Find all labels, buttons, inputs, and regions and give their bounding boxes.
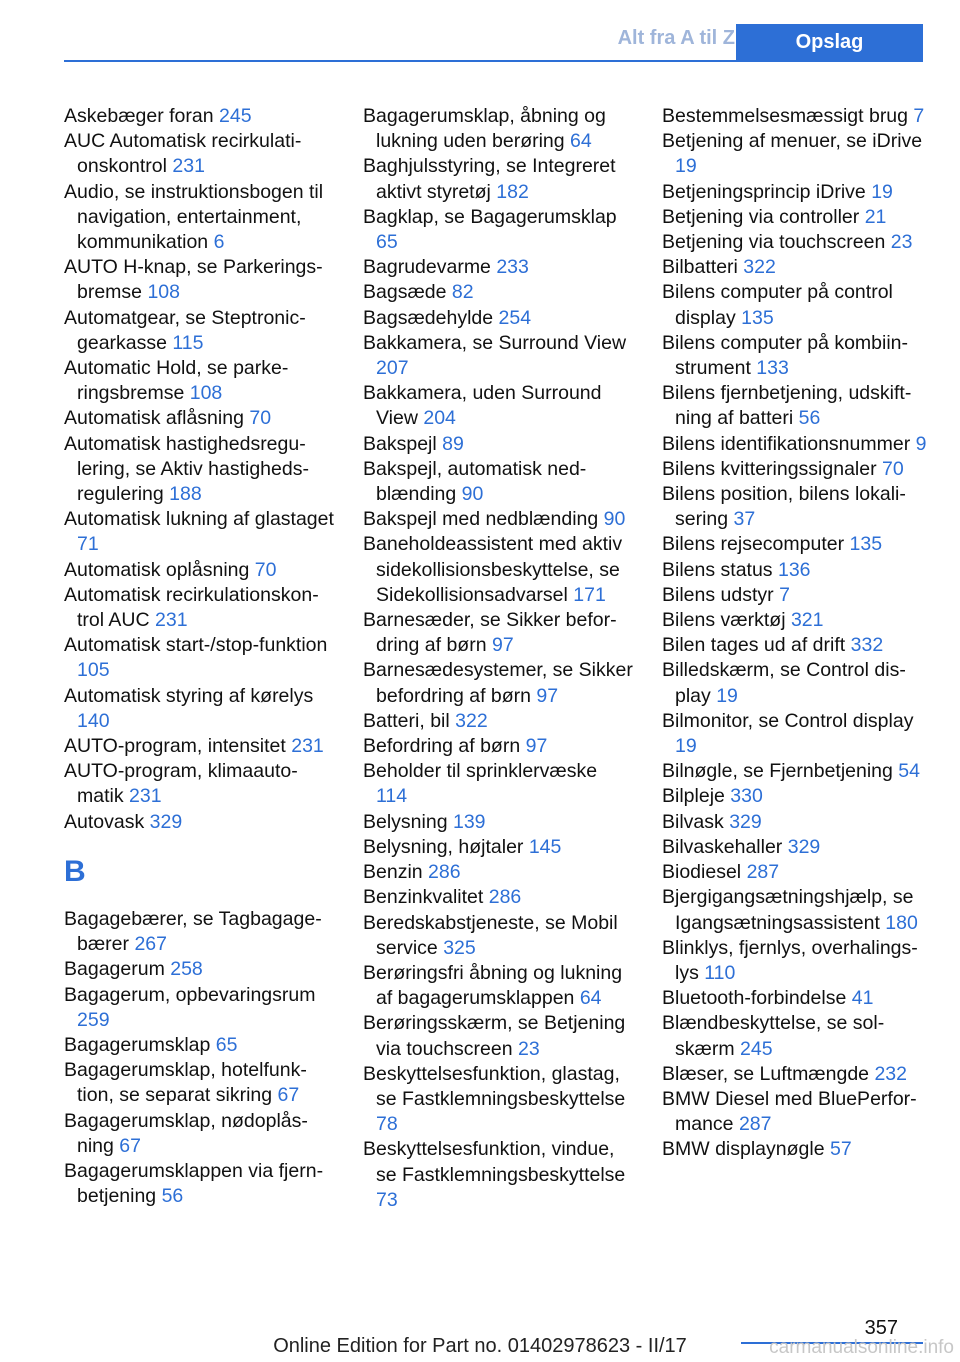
header-section-title: Alt fra A til Z — [617, 27, 735, 49]
index-entry — [662, 1137, 932, 1162]
index-entry-page-link[interactable]: 145 — [528, 835, 562, 858]
index-entry — [363, 885, 633, 910]
index-entry — [64, 583, 334, 633]
index-entry — [662, 104, 932, 129]
index-entry — [64, 734, 334, 759]
index-entry — [662, 432, 932, 457]
index-entry — [64, 406, 334, 431]
index-entry-text: Biodiesel — [662, 861, 747, 884]
index-entry — [363, 255, 633, 280]
index-entry-page-link[interactable]: 114 — [376, 785, 408, 808]
index-entry-page-link[interactable]: 23 — [890, 231, 913, 254]
index-entry — [363, 608, 633, 658]
index-entry — [64, 633, 334, 683]
index-entry-page-link[interactable]: 207 — [376, 357, 409, 380]
index-entry-page-link[interactable]: 286 — [428, 861, 461, 884]
index-entry — [662, 835, 932, 860]
index-entry — [363, 911, 633, 961]
index-entry — [64, 104, 334, 129]
index-entry-page-link[interactable]: 140 — [77, 709, 110, 732]
index-entry-text: Bakkamera, se Surround View — [363, 331, 627, 354]
index-entry-text: Automatic Hold, se parkeringsbremse — [64, 357, 289, 405]
index-entry-page-link[interactable]: 180 — [885, 911, 918, 934]
footer-edition: Online Edition for Part no. 01402978623 - II/17 — [273, 1335, 687, 1357]
header-rule — [64, 60, 923, 62]
index-entry-page-link[interactable]: 231 — [129, 785, 162, 808]
index-entry-page-link[interactable]: 73 — [376, 1188, 398, 1211]
index-entry-text: Bagagerumsklappen via fjernbetjening — [64, 1159, 324, 1208]
index-entry-page-link[interactable]: 90 — [603, 508, 626, 531]
index-entry-text: Automatisk oplåsning — [64, 558, 255, 581]
index-entry — [662, 381, 932, 431]
index-entry — [64, 957, 334, 982]
index-entry-text: Bakspejl, automatisk nedblænding — [363, 457, 587, 506]
index-entry-page-link[interactable]: 110 — [704, 961, 736, 984]
index-entry — [64, 558, 334, 583]
index-entry-page-link[interactable]: 233 — [496, 256, 529, 279]
index-entry — [662, 255, 932, 280]
index-entry-text: Askebæger foran — [64, 105, 220, 127]
index-entry-page-link[interactable]: 231 — [291, 735, 324, 758]
index-entry — [662, 230, 932, 255]
index-entry-page-link[interactable]: 82 — [451, 281, 474, 304]
index-entry — [662, 658, 932, 708]
index-entry — [662, 457, 932, 482]
index-entry-page-link[interactable]: 89 — [442, 432, 464, 455]
index-entry-page-link[interactable]: 171 — [573, 583, 606, 606]
index-entry-text: Bilnøgle, se Fjernbetjening — [662, 760, 899, 783]
index-entry-text: Bagagerumsklap, åbning og lukning uden berøring — [363, 105, 606, 153]
index-entry-text: Bjergigangsætningshjælp, se Igangsætningsassistent — [662, 886, 914, 934]
index-entry-text: Befordring af børn — [363, 735, 526, 758]
index-entry-page-link[interactable]: 70 — [249, 407, 272, 430]
index-entry — [363, 306, 633, 331]
index-entry-text: Benzinkvalitet — [363, 886, 489, 909]
index-entry-text: Baneholdeassistent med aktiv sidekollisionsbeskyttelse, se Sidekollisionsadvarsel — [363, 533, 623, 606]
index-entry — [64, 306, 334, 356]
index-entry-page-link[interactable]: 139 — [452, 810, 486, 833]
index-entry-page-link[interactable]: 97 — [491, 634, 514, 657]
index-entry-text: Bakspejl med nedblænding — [363, 508, 604, 531]
index-entry-page-link[interactable]: 232 — [874, 1062, 907, 1085]
index-entry-text: Belysning, højtaler — [363, 835, 529, 858]
index-entry-text: Automatisk styring af kørelys — [64, 684, 314, 707]
index-entry — [363, 432, 633, 457]
index-entry-text: Blæser, se Luftmængde — [662, 1062, 875, 1085]
index-entry-text: Barnesædesystemer, se Sikker befordring af børn — [363, 659, 633, 707]
index-entry-page-link[interactable]: 19 — [871, 180, 893, 203]
index-entry-text: BMW Diesel med BluePerformance — [662, 1087, 917, 1136]
index-entry-page-link[interactable]: 245 — [740, 1037, 773, 1060]
index-entry — [363, 1137, 633, 1213]
index-entry — [662, 1062, 932, 1087]
index-entry-text: AUTO-program, klimaautomatik — [64, 760, 298, 808]
index-entry — [363, 658, 633, 708]
index-column-1 — [64, 104, 334, 1209]
index-entry-page-link[interactable]: 65 — [376, 231, 398, 254]
index-entry — [363, 532, 633, 608]
index-entry-text: Bilvask — [662, 810, 730, 833]
index-entry-text: Beskyttelsesfunktion, glastag, se Fastklemningsbeskyttelse — [363, 1062, 626, 1110]
index-entry — [662, 759, 932, 784]
index-entry — [64, 507, 334, 557]
index-entry-page-link[interactable]: 258 — [170, 958, 203, 981]
index-entry-page-link[interactable]: 321 — [790, 609, 824, 632]
index-entry — [363, 709, 633, 734]
index-entry — [64, 1109, 334, 1159]
index-entry — [662, 1011, 932, 1061]
index-column-3 — [662, 104, 932, 1163]
index-entry-text: Bilens kvitteringssignaler — [662, 457, 883, 480]
index-entry-text: Bilen tages ud af drift — [662, 634, 851, 657]
index-entry-page-link[interactable]: 19 — [716, 684, 738, 707]
index-entry-page-link[interactable]: 245 — [219, 105, 252, 127]
index-entry-page-link[interactable]: 322 — [743, 256, 776, 279]
index-entry — [64, 907, 334, 957]
index-entry-text: Betjening af menuer, se iDrive — [662, 130, 923, 153]
index-entry-page-link[interactable]: 37 — [733, 508, 756, 531]
index-entry — [662, 633, 932, 658]
index-entry-text: Bilens status — [662, 558, 778, 581]
index-entry-page-link[interactable]: 19 — [675, 155, 697, 178]
index-entry-text: Audio, se instruktionsbogen til navigation, entertainment, kommunikation — [64, 180, 324, 254]
index-entry-text: Beredskabstjeneste, se Mobil service — [363, 911, 618, 959]
index-entry — [64, 1159, 334, 1209]
index-entry-page-link[interactable]: 64 — [570, 130, 592, 153]
index-entry-text: Bilens identifikationsnummer — [662, 432, 916, 455]
index-entry-page-link[interactable]: 7 — [779, 583, 790, 606]
index-entry — [363, 280, 633, 305]
index-entry — [662, 205, 932, 230]
index-entry-page-link[interactable]: 231 — [155, 609, 188, 632]
page-number: 357 — [864, 1317, 898, 1339]
index-entry-page-link[interactable]: 21 — [864, 205, 887, 228]
index-entry — [64, 129, 334, 179]
index-entry-page-link[interactable]: 97 — [536, 684, 559, 707]
index-entry-text: Bilbatteri — [662, 256, 744, 279]
index-entry-page-link[interactable]: 188 — [169, 483, 202, 506]
index-entry-page-link[interactable]: 182 — [496, 180, 529, 203]
index-entry-page-link[interactable]: 267 — [134, 933, 167, 956]
index-entry — [363, 860, 633, 885]
index-entry-text: Blinklys, fjernlys, overhalingslys — [662, 936, 918, 984]
index-entry-page-link[interactable]: 70 — [882, 457, 904, 480]
index-entry — [662, 558, 932, 583]
index-entry-page-link[interactable]: 325 — [443, 936, 476, 959]
index-entry-text: Bilens udstyr — [662, 583, 780, 606]
index-entry-page-link[interactable]: 7 — [913, 105, 925, 127]
index-entry-text: Baghjulsstyring, se Integreret aktivt styretøj — [363, 155, 616, 203]
index-entry-page-link[interactable]: 57 — [829, 1138, 852, 1161]
watermark-text: carmanualsonline.info — [769, 1337, 954, 1358]
index-entry-text: Bilpleje — [662, 785, 731, 808]
index-entry-page-link[interactable]: 231 — [172, 155, 205, 178]
index-entry — [363, 154, 633, 204]
index-entry — [64, 1033, 334, 1058]
index-entry — [662, 280, 932, 330]
index-entry-text: Bagagebærer, se Tagbagagebærer — [64, 907, 322, 956]
index-entry-text: Bilvaskehaller — [662, 835, 788, 858]
index-entry-text: Bagagerumsklap, hotelfunktion, se separat sikring — [64, 1059, 307, 1107]
index-entry — [64, 1058, 334, 1108]
index-entry-text: Blændbeskyttelse, se solskærm — [662, 1012, 885, 1060]
index-entry-text: Automatisk hastighedsregulering, se Aktiv hastighedsregulering — [64, 432, 309, 506]
index-entry — [64, 983, 334, 1033]
index-entry — [363, 1011, 633, 1061]
index-entry — [363, 961, 633, 1011]
index-entry-page-link[interactable]: 90 — [461, 483, 484, 506]
index-entry — [662, 885, 932, 935]
index-entry-text: Beholder til sprinklervæske — [363, 760, 598, 783]
index-entry — [662, 180, 932, 205]
index-entry — [662, 936, 932, 986]
index-letter-heading: B — [64, 854, 86, 888]
index-entry — [662, 986, 932, 1011]
index-entry-text: Bagagerumsklap — [64, 1033, 216, 1056]
index-entry — [363, 759, 633, 809]
index-entry-page-link[interactable]: 67 — [277, 1084, 300, 1107]
index-entry-page-link[interactable]: 135 — [849, 533, 883, 556]
index-entry-text: Bilens fjernbetjening, udskiftning af batteri — [662, 382, 912, 430]
index-entry-text: AUC Automatisk recirkulationskontrol — [64, 130, 302, 178]
index-entry — [64, 432, 334, 508]
index-entry-text: Barnesæder, se Sikker befordring af børn — [363, 609, 617, 657]
index-entry-page-link[interactable]: 135 — [741, 306, 774, 329]
index-entry — [363, 381, 633, 431]
index-entry-page-link[interactable]: 332 — [850, 634, 884, 657]
header-tab-opslag[interactable]: Opslag — [736, 24, 923, 60]
index-entry-text: Automatisk lukning af glastaget — [64, 508, 334, 531]
index-entry — [662, 810, 932, 835]
index-entry-text: Berøringsskærm, se Betjening via touchscreen — [363, 1012, 626, 1060]
index-entry-page-link[interactable]: 56 — [161, 1185, 184, 1208]
index-entry-text: Bagklap, se Bagagerumsklap — [363, 205, 617, 228]
index-entry-text: Bestemmelsesmæssigt brug — [662, 105, 914, 127]
index-entry-page-link[interactable]: 329 — [729, 810, 762, 833]
index-entry — [363, 205, 633, 255]
index-entry-text: Billedskærm, se Control display — [662, 659, 906, 707]
index-entry-text: Bilens computer på control display — [662, 281, 893, 329]
index-entry — [662, 532, 932, 557]
index-entry — [64, 180, 334, 256]
index-entry-page-link[interactable]: 56 — [798, 407, 821, 430]
index-entry-text: Benzin — [363, 861, 429, 884]
index-entry-page-link[interactable]: 329 — [787, 835, 821, 858]
index-entry — [662, 331, 932, 381]
index-entry-text: Betjening via controller — [662, 205, 865, 228]
index-entry-page-link[interactable]: 54 — [898, 760, 920, 783]
index-entry-text: Autovask — [64, 810, 150, 833]
index-entry-text: Automatisk recirkulationskontrol AUC — [64, 583, 319, 632]
index-entry — [363, 507, 633, 532]
index-entry — [662, 482, 932, 532]
index-entry-page-link[interactable]: 67 — [119, 1134, 141, 1157]
index-entry — [64, 759, 334, 809]
index-entry-page-link[interactable]: 108 — [189, 382, 223, 405]
index-entry-text: Berøringsfri åbning og lukning af bagagerumsklappen — [363, 961, 623, 1010]
index-entry — [662, 784, 932, 809]
index-entry — [662, 709, 932, 759]
index-entry-page-link[interactable]: 41 — [851, 987, 874, 1010]
index-entry — [363, 457, 633, 507]
index-entry-text: Bagsæde — [363, 281, 452, 304]
index-entry-page-link[interactable]: 9 — [915, 432, 927, 455]
index-entry-text: Bagrudevarme — [363, 256, 497, 279]
index-entry-text: Bluetooth-forbindelse — [662, 987, 852, 1010]
index-entry-text: Bakkamera, uden Surround View — [363, 382, 602, 430]
index-column-2 — [363, 104, 633, 1213]
index-entry-page-link[interactable]: 322 — [455, 709, 488, 732]
index-entry-page-link[interactable]: 259 — [77, 1008, 110, 1031]
page-header — [0, 0, 960, 62]
index-entry-text: Automatisk start-/stop-funktion — [64, 634, 328, 657]
index-entry-text: Bakspejl — [363, 432, 443, 455]
index-entry-page-link[interactable]: 23 — [518, 1037, 540, 1060]
index-entry-text: Bagagerum — [64, 958, 171, 981]
index-entry-page-link[interactable]: 254 — [498, 306, 532, 329]
index-entry-page-link[interactable]: 105 — [77, 659, 110, 682]
index-entry — [363, 734, 633, 759]
index-entry-page-link[interactable]: 108 — [147, 281, 180, 304]
index-entry-text: BMW displaynøgle — [662, 1138, 830, 1161]
index-entry-text: Bagagerumsklap, nødoplåsning — [64, 1109, 308, 1157]
index-entry-text: Bilmonitor, se Control display — [662, 709, 914, 732]
index-entry-page-link[interactable]: 287 — [746, 861, 780, 884]
index-entry-text: Bilens computer på kombiinstrument — [662, 331, 909, 380]
index-entry — [363, 835, 633, 860]
index-entry-page-link[interactable]: 71 — [77, 533, 99, 556]
index-entry-page-link[interactable]: 78 — [376, 1113, 398, 1136]
index-entry-text: Betjening via touchscreen — [662, 231, 891, 254]
index-entry-text: AUTO-program, intensitet — [64, 735, 292, 758]
index-entry-page-link[interactable]: 329 — [149, 810, 183, 833]
index-entry — [64, 810, 334, 835]
index-entry-page-link[interactable]: 6 — [213, 231, 225, 254]
index-entry-text: Automatgear, se Steptronic-gearkasse — [64, 306, 306, 354]
index-entry-page-link[interactable]: 330 — [730, 785, 763, 808]
index-entry-text: Bilens position, bilens lokalisering — [662, 483, 906, 531]
index-entry-page-link[interactable]: 286 — [488, 886, 522, 909]
index-entry — [64, 356, 334, 406]
index-entry — [662, 583, 932, 608]
index-entry-text: Bilens rejsecomputer — [662, 533, 850, 556]
index-entry-text: Bilens værktøj — [662, 609, 791, 632]
index-entry-text: Bagagerum, opbevaringsrum — [64, 983, 316, 1006]
index-entry-page-link[interactable]: 19 — [675, 735, 697, 758]
index-entry-text: Batteri, bil — [363, 709, 456, 732]
index-entry — [363, 331, 633, 381]
index-entry-page-link[interactable]: 64 — [579, 987, 602, 1010]
index-entry-text: Bagsædehylde — [363, 306, 499, 329]
index-entry-text: Automatisk aflåsning — [64, 407, 250, 430]
index-entry — [662, 129, 932, 179]
index-entry-text: Betjeningsprincip iDrive — [662, 180, 872, 203]
index-entry-page-link[interactable]: 204 — [423, 407, 456, 430]
index-entry — [662, 860, 932, 885]
index-entry — [64, 255, 334, 305]
index-entry-page-link[interactable]: 133 — [756, 357, 789, 380]
index-entry — [363, 810, 633, 835]
index-entry-text: Belysning — [363, 810, 453, 833]
index-entry — [363, 104, 633, 154]
index-entry-page-link[interactable]: 65 — [215, 1033, 238, 1056]
index-entry-page-link[interactable]: 287 — [738, 1113, 772, 1136]
index-entry — [662, 1087, 932, 1137]
index-entry-text: AUTO H-knap, se Parkeringsbremse — [64, 256, 323, 304]
index-entry-page-link[interactable]: 70 — [254, 558, 277, 581]
index-entry-page-link[interactable]: 97 — [525, 735, 548, 758]
index-entry — [64, 684, 334, 734]
index-entry-page-link[interactable]: 115 — [172, 331, 204, 354]
index-entry — [662, 608, 932, 633]
index-entry-text: Beskyttelsesfunktion, vindue, se Fastklemningsbeskyttelse — [363, 1138, 626, 1186]
index-entry — [363, 1062, 633, 1138]
index-entry-page-link[interactable]: 136 — [777, 558, 811, 581]
